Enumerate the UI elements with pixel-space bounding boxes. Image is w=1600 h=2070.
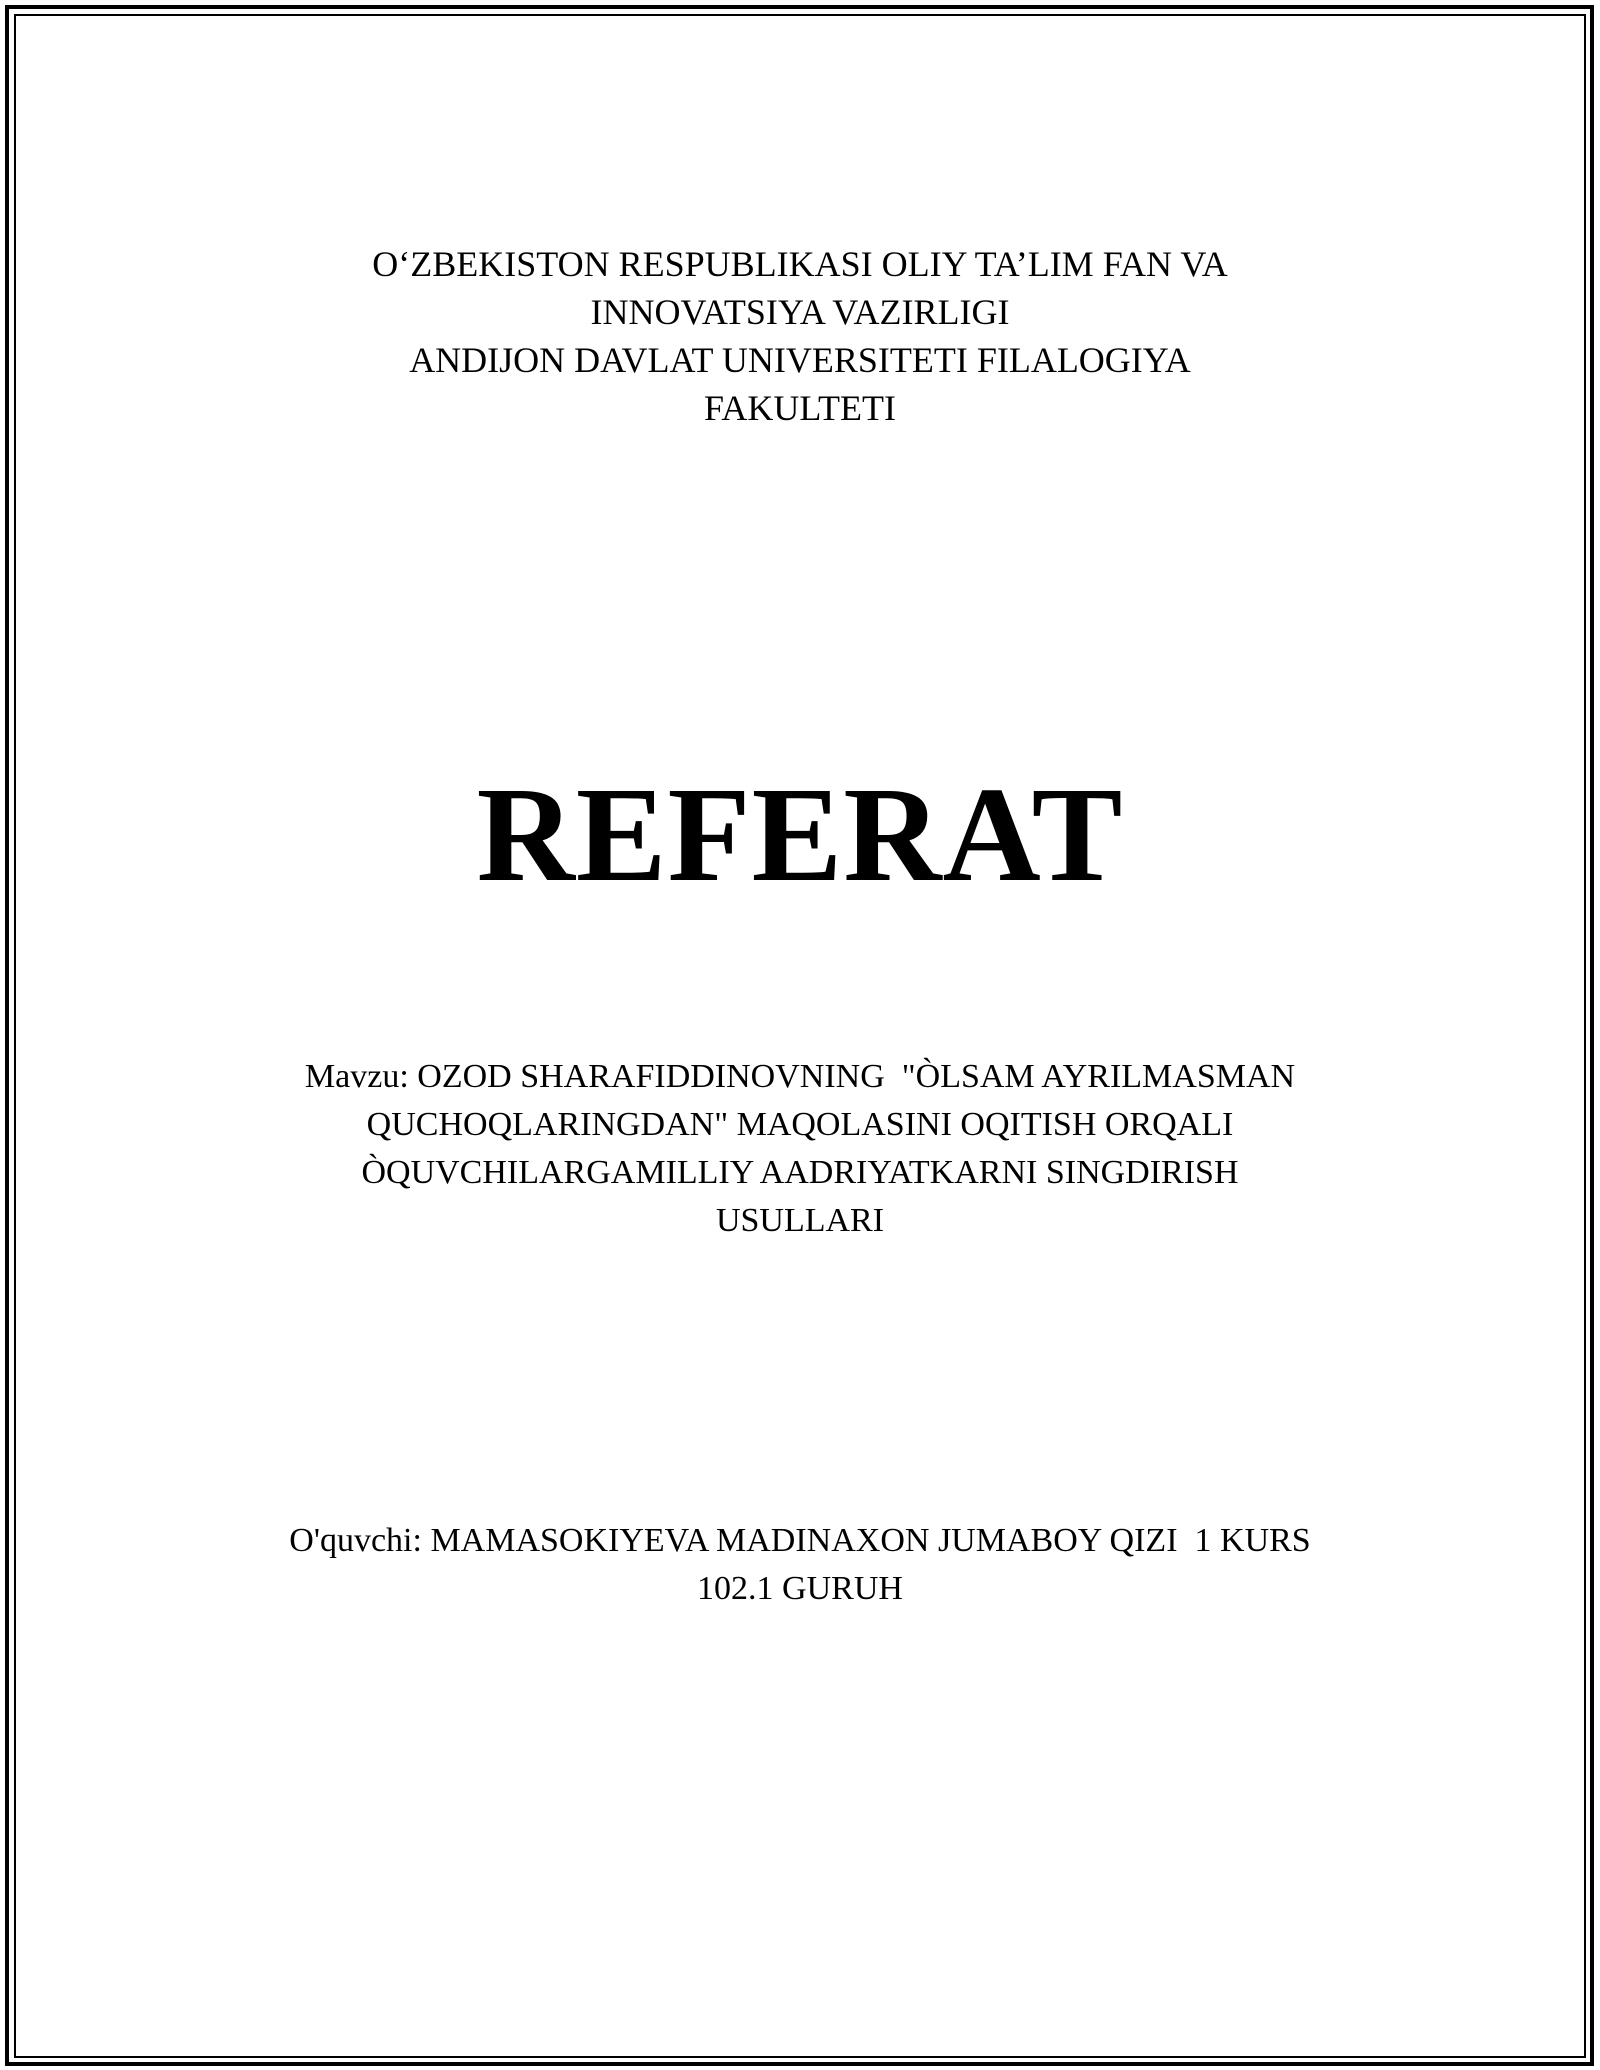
header-line-2: INNOVATSIYA VAZIRLIGI (590, 292, 1010, 332)
student-line-1: O'quvchi: MAMASOKIYEVA MADINAXON JUMABOY QIZI 1 KURS (289, 1522, 1311, 1559)
header-line-3: ANDIJON DAVLAT UNIVERSITETI FILALOGIYA (409, 340, 1191, 380)
ministry-header (0, 240, 1600, 432)
topic-line-1: Mavzu: OZOD SHARAFIDDINOVNING "ÒLSAM AYRILMASMAN (304, 1058, 1296, 1095)
student-block (0, 1517, 1600, 1613)
header-line-4: FAKULTETI (704, 388, 896, 428)
student-line-2: 102.1 GURUH (697, 1570, 903, 1607)
topic-block (0, 1053, 1600, 1245)
header-line-1: O‘ZBEKISTON RESPUBLIKASI OLIY TA’LIM FAN VA (372, 244, 1228, 284)
topic-line-4: USULLARI (715, 1202, 885, 1239)
topic-line-3: ÒQUVCHILARGAMILLIY AADRIYATKARNI SINGDIRISH (361, 1154, 1239, 1191)
topic-line-2: QUCHOQLARINGDAN" MAQOLASINI OQITISH ORQALI (366, 1106, 1234, 1143)
document-title: REFERAT (476, 760, 1124, 910)
